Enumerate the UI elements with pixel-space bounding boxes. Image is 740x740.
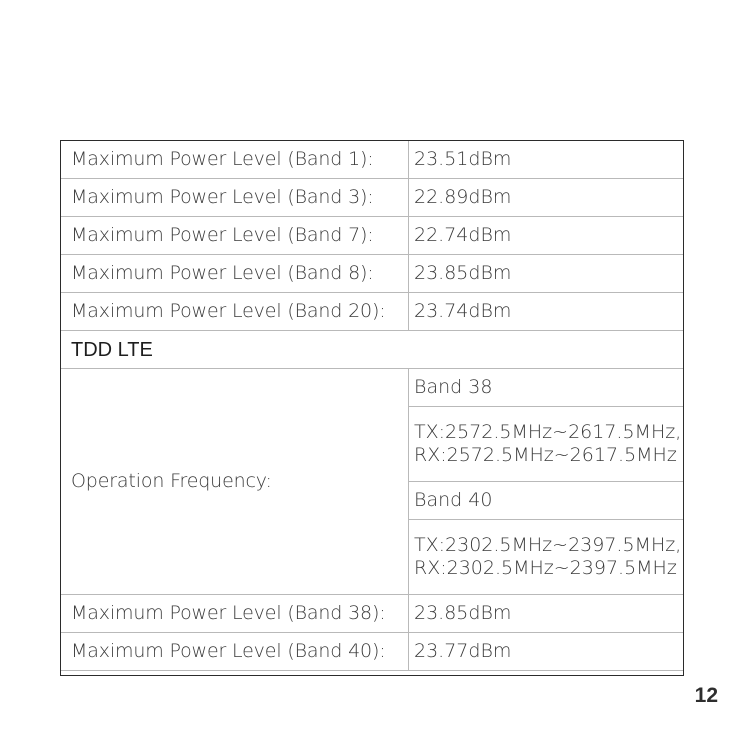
table-frame-top <box>60 140 684 141</box>
section-row-tdd-lte <box>61 331 684 369</box>
table-frame-left <box>60 140 61 676</box>
page-number: 12 <box>694 684 718 707</box>
power-label-band-20: Maximum Power Level (Band 20): <box>61 293 409 331</box>
band-38-rx: RX:2572.5MHz~2617.5MHz <box>414 444 677 466</box>
power-label-band-7: Maximum Power Level (Band 7): <box>61 217 409 255</box>
table-row-band-3 <box>61 179 684 217</box>
table-row-band-8 <box>61 255 684 293</box>
table-row-band-38-power <box>61 595 684 633</box>
power-label-band-40: Maximum Power Level (Band 40): <box>61 633 409 671</box>
table-row-band-20 <box>61 293 684 331</box>
operation-frequency-label: Operation Frequency: <box>61 369 409 595</box>
band-40-name: Band 40 <box>409 482 684 520</box>
power-label-band-38: Maximum Power Level (Band 38): <box>61 595 409 633</box>
band-40-range <box>409 520 684 595</box>
lte-spec-table <box>60 140 684 671</box>
power-value-band-40: 23.77dBm <box>409 633 684 671</box>
table-frame-bottom <box>60 675 684 676</box>
table-row-band-38-name <box>61 369 684 407</box>
power-label-band-1: Maximum Power Level (Band 1): <box>61 141 409 179</box>
power-value-band-20: 23.74dBm <box>409 293 684 331</box>
table-frame-right <box>683 140 684 676</box>
power-value-band-8: 23.85dBm <box>409 255 684 293</box>
table-row-band-7 <box>61 217 684 255</box>
power-value-band-3: 22.89dBm <box>409 179 684 217</box>
power-value-band-1: 23.51dBm <box>409 141 684 179</box>
section-title: TDD LTE <box>61 331 684 369</box>
band-38-name: Band 38 <box>409 369 684 407</box>
band-38-tx: TX:2572.5MHz~2617.5MHz, <box>414 421 682 444</box>
power-label-band-3: Maximum Power Level (Band 3): <box>61 179 409 217</box>
band-40-rx: RX:2302.5MHz~2397.5MHz <box>414 557 677 579</box>
band-38-range <box>409 407 684 482</box>
table-row-band-1 <box>61 141 684 179</box>
table-row-band-40-power <box>61 633 684 671</box>
band-40-tx: TX:2302.5MHz~2397.5MHz, <box>414 534 682 557</box>
power-label-band-8: Maximum Power Level (Band 8): <box>61 255 409 293</box>
power-value-band-7: 22.74dBm <box>409 217 684 255</box>
power-value-band-38: 23.85dBm <box>409 595 684 633</box>
